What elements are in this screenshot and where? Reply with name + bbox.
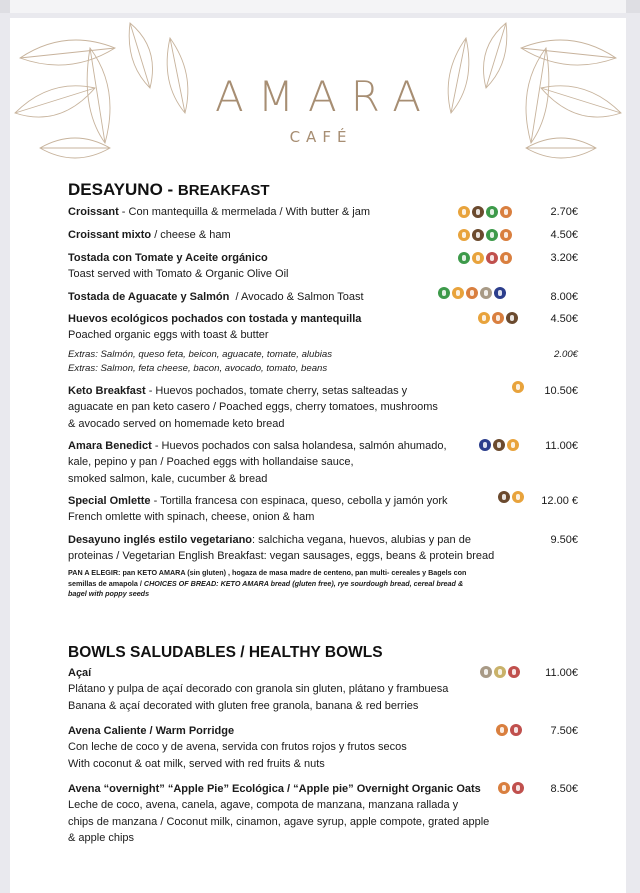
red-allergen-icon <box>486 252 498 264</box>
bread-choices-note <box>68 568 588 600</box>
terracotta-allergen-icon <box>500 229 512 241</box>
item-price: 3.20€ <box>550 252 578 264</box>
item-name: Croissant mixto <box>68 229 152 241</box>
item-desc: - Con mantequilla & mermelada / With butter & jam <box>118 206 371 218</box>
item-desc: - Tortilla francesa con espinaca, queso, cebolla y jamón york <box>150 495 448 507</box>
red-allergen-icon <box>512 782 524 794</box>
orange-allergen-icon <box>478 312 490 324</box>
item-price: 8.00€ <box>550 291 578 303</box>
menu-item-huevos-pochados <box>68 311 578 344</box>
item-price: 12.00 € <box>541 495 578 507</box>
item-name: Keto Breakfast <box>68 385 146 397</box>
extras-es: Extras: Salmón, queso feta, beicon, aguacate, tomate, alubias <box>68 349 332 360</box>
breakfast-title-en: BREAKFAST <box>177 182 270 199</box>
menu-item-tostada-tomate <box>68 250 578 283</box>
menu-item-tostada-aguacate <box>68 289 578 305</box>
item-price: 11.00€ <box>545 440 578 452</box>
breakfast-title-es: DESAYUNO <box>68 180 163 199</box>
allergen-icons <box>512 381 524 393</box>
terracotta-allergen-icon <box>500 206 512 218</box>
item-desc-3: smoked salmon, kale, cucumber & bread <box>68 472 268 485</box>
menu-item-keto-breakfast <box>68 383 578 432</box>
terracotta-allergen-icon <box>466 287 478 299</box>
menu-item-croissant <box>68 204 578 220</box>
bread-choices-es: PAN A ELEGIR: pan KETO AMARA (sin gluten) , hogaza de masa madre de centeno, pan multi- cereales y Bagels con <box>68 568 467 577</box>
brown-allergen-icon <box>472 206 484 218</box>
bread-choices-es-2: semillas de amapola / <box>68 578 144 588</box>
item-name: Special Omlette <box>68 495 151 507</box>
menu-item-amara-benedict <box>68 438 578 487</box>
terracotta-allergen-icon <box>492 312 504 324</box>
bowls-title: BOWLS SALUDABLES / HEALTHY BOWLS <box>68 644 383 661</box>
item-price: 11.00€ <box>545 667 578 679</box>
orange-allergen-icon <box>512 491 524 503</box>
item-name: Açaí <box>68 667 92 679</box>
item-desc-2: French omlette with spinach, cheese, onion & ham <box>68 511 315 524</box>
item-desc-2: kale, pepino y pan / Poached eggs with hollandaise sauce, <box>68 456 354 469</box>
item-name: Tostada de Aguacate y Salmón <box>68 291 230 303</box>
item-price: 4.50€ <box>550 229 578 241</box>
green-allergen-icon <box>458 252 470 264</box>
red-allergen-icon <box>510 724 522 736</box>
item-name: Avena “overnight” “Apple Pie” Ecológica / “Apple pie” Overnight Organic Oats <box>68 783 481 795</box>
breakfast-title-sep: - <box>162 180 178 199</box>
extras-price: 2.00€ <box>553 349 578 360</box>
terracotta-allergen-icon <box>500 252 512 264</box>
allergen-icons <box>498 491 524 503</box>
extras-en: Extras: Salmon, feta cheese, bacon, avocado, tomato, beans <box>68 362 328 374</box>
item-price: 10.50€ <box>544 385 578 397</box>
allergen-icons <box>438 287 506 299</box>
orange-allergen-icon <box>452 287 464 299</box>
terracotta-allergen-icon <box>498 782 510 794</box>
allergen-icons <box>498 782 524 794</box>
beige-allergen-icon <box>494 666 506 678</box>
orange-allergen-icon <box>458 229 470 241</box>
menu-item-acai <box>68 665 578 714</box>
item-price: 8.50€ <box>550 783 578 795</box>
green-allergen-icon <box>486 206 498 218</box>
item-desc-2: Plátano y pulpa de açaí decorado con granola sin gluten, plátano y frambuesa <box>68 683 449 696</box>
red-allergen-icon <box>508 666 520 678</box>
item-desc-2: Con leche de coco y de avena, servida con frutos rojos y frutos secos <box>68 741 407 754</box>
item-price: 7.50€ <box>550 725 578 737</box>
brand-logo: AMARA <box>215 72 435 121</box>
allergen-icons <box>480 666 520 678</box>
orange-allergen-icon <box>472 252 484 264</box>
item-desc: - Huevos pochados, tomate cherry, setas salteadas y <box>145 385 408 397</box>
menu-item-croissant-mixto <box>68 227 578 243</box>
menu-item-special-omlette <box>68 493 578 526</box>
item-desc-3: & avocado served on homemade keto bread <box>68 417 285 430</box>
item-price: 9.50€ <box>550 534 578 546</box>
item-desc: / Avocado & Salmon Toast <box>229 291 364 303</box>
item-desc: : salchicha vegana, huevos, alubias y pan de <box>252 534 471 546</box>
item-price: 4.50€ <box>550 313 578 325</box>
extras-block <box>68 348 578 375</box>
item-name: Amara Benedict <box>68 440 152 452</box>
item-desc-2: proteinas / Vegetarian English Breakfast: vegan sausages, eggs, beans & protein bread <box>68 550 495 563</box>
brand-subtitle: CAFÉ <box>289 128 353 146</box>
orange-allergen-icon <box>507 439 519 451</box>
allergen-icons <box>478 312 518 324</box>
item-desc-2: aguacate en pan keto casero / Poached eggs, cherry tomatoes, mushrooms <box>68 401 438 414</box>
orange-allergen-icon <box>458 206 470 218</box>
item-desc: - Huevos pochados con salsa holandesa, salmón ahumado, <box>151 440 447 452</box>
item-name: Tostada con Tomate y Aceite orgánico <box>68 252 268 264</box>
item-desc-3: chips de manzana / Coconut milk, cinamon, agave syrup, apple compote, grated apple <box>68 815 490 828</box>
menu-page <box>10 18 626 893</box>
breakfast-title <box>68 180 270 200</box>
item-price: 2.70€ <box>550 206 578 218</box>
brown-allergen-icon <box>498 491 510 503</box>
item-desc-en: Toast served with Tomato & Organic Olive Oil <box>68 268 289 281</box>
brown-allergen-icon <box>493 439 505 451</box>
allergen-icons <box>458 229 512 241</box>
item-desc-3: Banana & açaí decorated with gluten free granola, banana & red berries <box>68 699 419 712</box>
menu-item-avena-overnight <box>68 781 578 846</box>
item-desc-en: Poached organic eggs with toast & butter <box>68 329 269 342</box>
navy-allergen-icon <box>479 439 491 451</box>
item-name: Desayuno inglés estilo vegetariano <box>68 534 253 546</box>
item-name: Huevos ecológicos pochados con tostada y mantequilla <box>68 313 362 325</box>
orange-allergen-icon <box>512 381 524 393</box>
bread-choices-en-2: bagel with poppy seeds <box>68 589 150 598</box>
brown-allergen-icon <box>506 312 518 324</box>
bread-choices-en: CHOICES OF BREAD: KETO AMARA bread (gluten free), rye sourdough bread, cereal bread & <box>143 578 464 588</box>
item-desc-3: With coconut & oat milk, served with red fruits & nuts <box>68 757 325 770</box>
brown-allergen-icon <box>472 229 484 241</box>
navy-allergen-icon <box>494 287 506 299</box>
terracotta-allergen-icon <box>496 724 508 736</box>
taupe-allergen-icon <box>480 287 492 299</box>
green-allergen-icon <box>438 287 450 299</box>
item-name: Croissant <box>68 206 119 218</box>
item-desc-2: Leche de coco, avena, canela, agave, compota de manzana, manzana rallada y <box>68 799 459 812</box>
allergen-icons <box>496 724 522 736</box>
menu-item-avena-caliente <box>68 723 578 772</box>
allergen-icons <box>458 206 512 218</box>
item-desc: / cheese & ham <box>151 229 231 241</box>
previous-page-edge <box>10 0 626 13</box>
taupe-allergen-icon <box>480 666 492 678</box>
green-allergen-icon <box>486 229 498 241</box>
allergen-icons <box>458 252 512 264</box>
item-desc-4: & apple chips <box>68 831 135 844</box>
item-name: Avena Caliente / Warm Porridge <box>68 725 235 737</box>
menu-item-desayuno-vegetariano <box>68 532 578 565</box>
allergen-icons <box>479 439 519 451</box>
